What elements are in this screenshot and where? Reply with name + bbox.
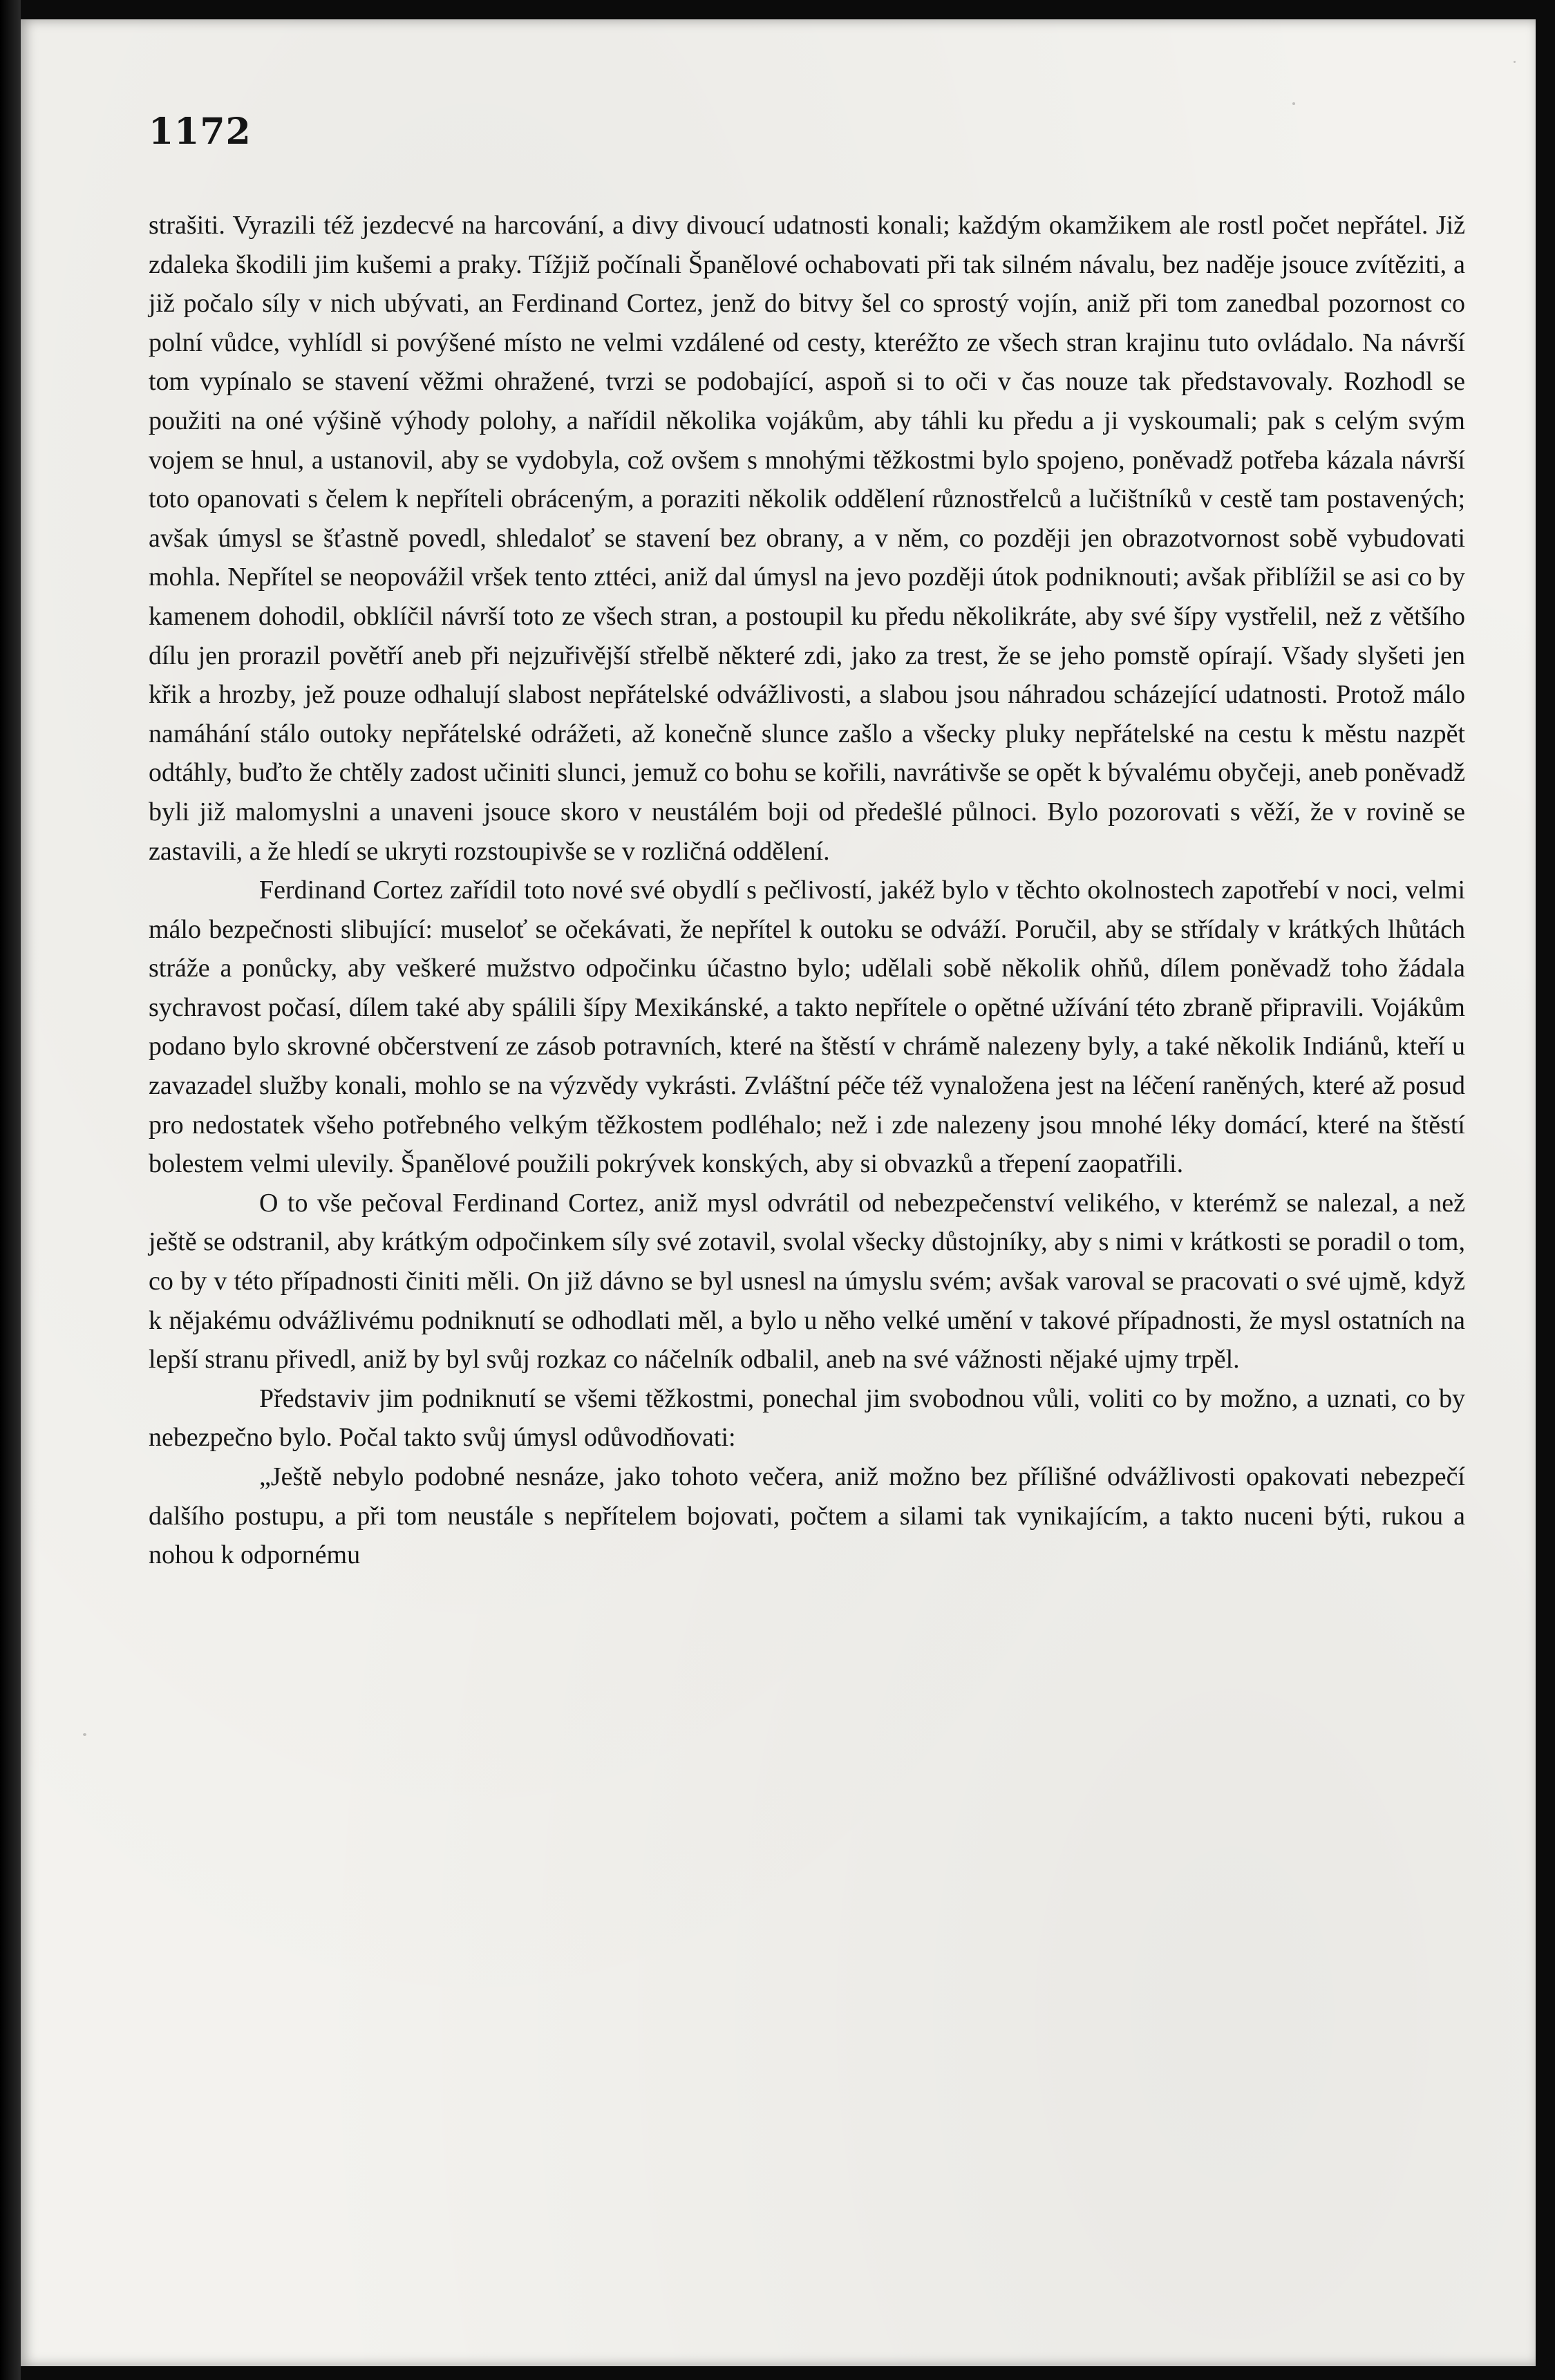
paper-speck	[83, 1733, 86, 1736]
paragraph: Ferdinand Cortez zařídil toto nové své obydlí s pečlivostí, jakéž bylo v těchto okolnostech zapotřebí v noci, velmi málo bezpečnosti slibující: museloť se očekávati, že nepřítel k outoku se odváží. Poručil, aby se střídaly v krátkých lhůtách stráže a ponůcky, aby veškeré mužstvo odpočinku účastno bylo; udělali sobě několik ohňů, dílem poněvadž toho žádala sychravost počasí, dílem také aby spálili šípy Mexikánské, a takto nepřítele o opětné užívání této zbraně připravili. Vojákům podano bylo skrovné občerstvení ze zásob potravních, které na štěstí v chrámě nalezeny byly, a také několik Indiánů, kteří u zavazadel služby konali, mohlo se na výzvědy vykrásti. Zvláštní péče též vynaložena jest na léčení raněných, které až posud pro nedostatek všeho potřebného velkým těžkostem podléhalo; než i zde nalezeny jsou mnohé léky domácí, které na štěstí bolestem velmi ulevily. Španělové použili pokrývek konských, aby si obvazků a třepení zaopatřili.	[149, 876, 1465, 1179]
paragraph: Představiv jim podniknutí se všemi těžkostmi, ponechal jim svobodnou vůli, voliti co by možno, a uznati, co by nebezpečno bylo. Počal takto svůj úmysl odůvodňovati:	[149, 1383, 1465, 1453]
book-binding-edge	[0, 0, 21, 2380]
paragraph: strašiti. Vyrazili též jezdecvé na harcování, a divy divoucí udatnosti konali; každým okamžikem ale rostl počet nepřátel. Již zdaleka škodili jim kušemi a praky. Tížjiž počínali Španělové ochabovati při tak silném návalu, bez naděje jsouce zvítěziti, a již počalo síly v nich ubývati, an Ferdinand Cortez, jenž do bitvy šel co sprostý vojín, aniž při tom zanedbal pozornost co polní vůdce, vyhlídl si povýšené místo ne velmi vzdálené od cesty, kteréžto ze všech stran krajinu tuto ovládalo. Na návrší tom vypínalo se stavení věžmi ohražené, tvrzi se podobající, aspoň si to oči v čas nouze tak představovaly. Rozhodl se použiti na oné výšině výhody polohy, a nařídil několika vojákům, aby táhli ku předu a ji vyskoumali; pak s celým svým vojem se hnul, a ustanovil, aby se vydobyla, což ovšem s mnohými těžkostmi bylo spojeno, poněvadž potřeba kázala návrší toto opanovati s čelem k nepříteli obráceným, a poraziti několik oddělení různostřelců a lučištníků v cestě tam postavených; avšak úmysl se šťastně povedl, shledaloť se stavení bez obrany, a v něm, co později jen obrazotvornost sobě vybudovati mohla. Nepřítel se neopovážil vršek tento zttéci, aniž dal úmysl na jevo později útok podniknouti; avšak přiblížil se asi co by kamenem dohodil, obklíčil návrší toto ze všech stran, a postoupil ku předu několikráte, aby své šípy vystřelil, než z většího dílu jen prorazil povětří aneb při nejzuřivější střelbě některé zdi, jako za trest, že se jeho pomstě opírají. Všady slyšeti jen křik a hrozby, jež pouze odhalují slabost nepřátelské odvážlivosti, a slabou jsou náhradou scházející udatnosti. Protož málo namáhání stálo outoky nepřátelské odrážeti, až konečně slunce zašlo a všecky pluky nepřátelské na cestu k městu nazpět odtáhly, buďto že chtěly zadost učiniti slunci, jemuž co bohu se kořili, navrátivše se opět k bývalému obyčeji, aneb poněvadž byli již malomyslni a unaveni jsouce skoro v neustálém boji od předešlé půlnoci. Bylo pozorovati s věží, že v rovině se zastavili, a že hledí se ukryti rozstoupivše se v rozličná oddělení.	[149, 211, 1465, 866]
paragraph: O to vše pečoval Ferdinand Cortez, aniž mysl odvrátil od nebezpečenství velikého, v kterémž se nalezal, a než ještě se odstranil, aby krátkým odpočinkem síly své zotavil, svolal všecky důstojníky, aby s nimi v krátkosti se poradil o tom, co by v této případnosti činiti měli. On již dávno se byl usnesl na úmyslu svém; avšak varoval se pracovati o své ujmě, když k nějakému odvážlivému podniknutí se odhodlati měl, a bylo u něho velké umění v takové případnosti, že mysl ostatních na lepší stranu přivedl, aniž by byl svůj rozkaz co náčelník odbalil, aneb na své vážnosti nějaké ujmy trpěl.	[149, 1188, 1465, 1375]
paragraph: „Ještě nebylo podobné nesnáze, jako tohoto večera, aniž možno bez přílišné odvážlivosti opakovati nebezpečí dalšího postupu, a při tom neustále s nepřítelem bojovati, počtem a silami tak vynikajícím, a takto nuceni býti, rukou a nohou k odpornému	[149, 1462, 1465, 1570]
page-body-text	[149, 206, 1465, 1575]
paper-speck	[1292, 102, 1295, 105]
page-number: 1172	[149, 111, 252, 153]
paper-speck	[1514, 61, 1516, 63]
